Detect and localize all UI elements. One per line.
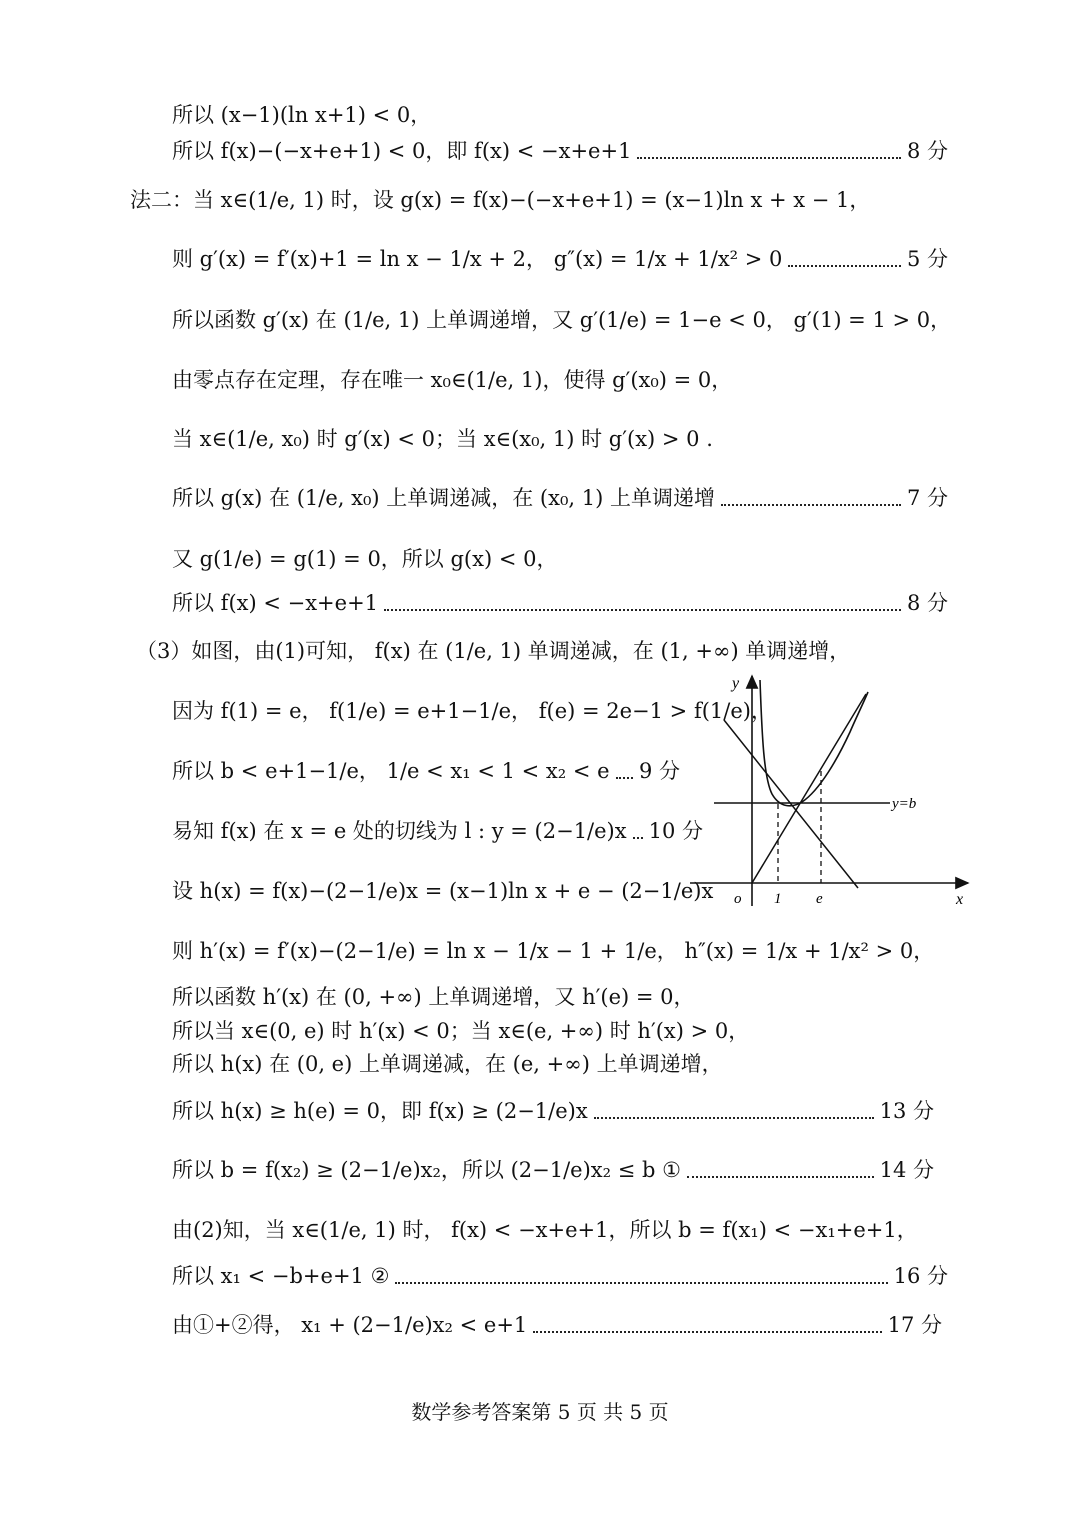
line-text: 所以当 x∈(0, e) 时 h′(x) < 0；当 x∈(e, +∞) 时 h′(x) > 0， <box>172 1019 750 1043</box>
line-label-y-b: y=b <box>892 796 917 812</box>
line-text: 由零点存在定理，存在唯一 x₀∈(1/e, 1)，使得 g′(x₀) = 0， <box>172 368 733 392</box>
line-text: 所以函数 h′(x) 在 (0, +∞) 上单调递增，又 h′(e) = 0， <box>172 985 695 1009</box>
line-text: 则 h′(x) = f′(x)−(2−1/e) = ln x − 1/x − 1 + 1/e， h″(x) = 1/x + 1/x² > 0， <box>172 939 935 963</box>
line-3 <box>130 177 950 221</box>
line-text: 法二：当 x∈(1/e, 1) 时，设 g(x) = f(x)−(−x+e+1) = (x−1)ln x + x − 1， <box>130 188 871 212</box>
line-6 <box>172 357 952 401</box>
line-14 <box>172 808 704 852</box>
line-20 <box>172 1088 934 1132</box>
line-21 <box>172 1147 934 1191</box>
line-text: 设 h(x) = f(x)−(2−1/e)x = (x−1)ln x + e − (2−1/e)x <box>172 879 714 903</box>
line-15 <box>172 868 714 912</box>
score: 8 分 <box>906 139 948 163</box>
score: 17 分 <box>887 1313 942 1337</box>
line-text: 所以 (x−1)(ln x+1) < 0， <box>172 103 432 127</box>
leader-dots <box>533 1329 881 1333</box>
line-text: 易知 f(x) 在 x = e 处的切线为 l : y = (2−1/e)x <box>172 819 627 843</box>
leader-dots <box>395 1280 887 1284</box>
score: 9 分 <box>638 759 680 783</box>
line-text: 由(2)知，当 x∈(1/e, 1) 时， f(x) < −x+e+1，所以 b = f(x₁) < −x₁+e+1， <box>172 1218 918 1242</box>
line-8 <box>172 475 948 519</box>
line-10 <box>172 580 948 624</box>
leader-dots <box>687 1174 874 1178</box>
line-text: （3）如图，由(1)可知， f(x) 在 (1/e, 1) 单调递减，在 (1, +∞) 单调递增， <box>136 639 851 663</box>
leader-dots <box>721 502 901 506</box>
line-13 <box>172 748 680 792</box>
score: 16 分 <box>893 1264 948 1288</box>
line-text: 则 g′(x) = f′(x)+1 = ln x − 1/x + 2， g″(x) = 1/x + 1/x² > 0 <box>172 247 783 271</box>
line-24 <box>172 1302 942 1346</box>
leader-dots <box>384 607 901 611</box>
y-axis-label: y <box>732 675 740 692</box>
tick-label-e: e <box>816 891 823 907</box>
score: 14 分 <box>879 1158 934 1182</box>
line-minus-x-plus-e-plus-1 <box>724 720 858 888</box>
line-4 <box>172 236 948 280</box>
line-22 <box>172 1207 952 1251</box>
line-7 <box>172 416 952 460</box>
leader-dots <box>616 775 633 779</box>
line-5 <box>172 297 952 341</box>
score: 10 分 <box>648 819 704 843</box>
line-text: 所以 h(x) 在 (0, e) 上单调递减，在 (e, +∞) 上单调递增， <box>172 1052 723 1076</box>
leader-dots <box>788 263 901 267</box>
line-text: 所以函数 g′(x) 在 (1/e, 1) 上单调递增，又 g′(1/e) = 1−e < 0， g′(1) = 1 > 0， <box>172 308 952 332</box>
leader-dots <box>594 1115 874 1119</box>
line-text: 又 g(1/e) = g(1) = 0，所以 g(x) < 0， <box>172 547 558 571</box>
line-text: 所以 b = f(x₂) ≥ (2−1/e)x₂，所以 (2−1/e)x₂ ≤ b ① <box>172 1158 681 1182</box>
x-axis-label: x <box>956 891 964 908</box>
line-2 <box>172 128 948 172</box>
line-12 <box>172 688 772 732</box>
score: 5 分 <box>906 247 948 271</box>
line-16 <box>172 928 952 972</box>
leader-dots <box>637 155 901 159</box>
score: 8 分 <box>906 591 948 615</box>
line-text: 当 x∈(1/e, x₀) 时 g′(x) < 0；当 x∈(x₀, 1) 时 g′(x) > 0 . <box>172 427 713 451</box>
line-9 <box>172 536 952 580</box>
line-text: 所以 x₁ < −b+e+1 ② <box>172 1264 390 1288</box>
line-23 <box>172 1253 948 1297</box>
line-text: 因为 f(1) = e， f(1/e) = e+1−1/e， f(e) = 2e−1 > f(1/e)， <box>172 699 772 723</box>
line-text: 所以 g(x) 在 (1/e, x₀) 上单调递减，在 (x₀, 1) 上单调递增 <box>172 486 715 510</box>
function-graph-figure <box>690 668 980 913</box>
line-text: 所以 f(x)−(−x+e+1) < 0，即 f(x) < −x+e+1 <box>172 139 632 163</box>
line-19 <box>172 1041 952 1085</box>
line-text: 所以 f(x) < −x+e+1 <box>172 591 379 615</box>
page-footer: 数学参考答案第 5 页 共 5 页 <box>411 1400 669 1424</box>
line-text: 所以 b < e+1−1/e， 1/e < x₁ < 1 < x₂ < e <box>172 759 610 783</box>
score: 13 分 <box>879 1099 934 1123</box>
origin-label: o <box>734 891 742 907</box>
leader-dots <box>633 835 643 839</box>
score: 7 分 <box>906 486 948 510</box>
line-11 <box>136 628 956 672</box>
line-text: 由①+②得， x₁ + (2−1/e)x₂ < e+1 <box>172 1313 528 1337</box>
curve-f <box>760 680 868 806</box>
line-text: 所以 h(x) ≥ h(e) = 0，即 f(x) ≥ (2−1/e)x <box>172 1099 588 1123</box>
tick-label-1: 1 <box>774 891 782 907</box>
